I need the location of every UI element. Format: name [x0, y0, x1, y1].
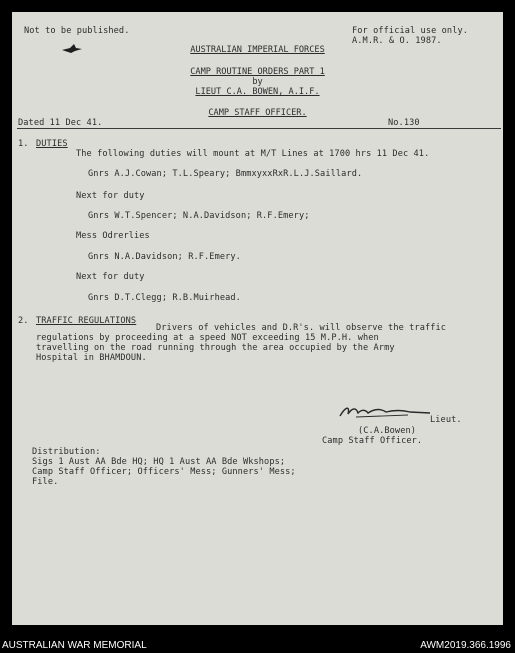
handwritten-signature: [338, 404, 434, 420]
mess-orderlies-label: Mess Odrerlies: [76, 231, 150, 241]
distribution-line-2: Camp Staff Officer; Officers' Mess; Gunners' Mess;: [32, 467, 296, 477]
signatory-name: (C.A.Bowen): [358, 426, 417, 436]
duty-list-4: Gnrs D.T.Clegg; R.B.Muirhead.: [88, 293, 241, 303]
footer-accession-number: AWM2019.366.1996: [420, 640, 511, 651]
document-page: [12, 12, 503, 625]
heading-routine-orders: CAMP ROUTINE ORDERS PART 1: [190, 67, 325, 77]
section-2-number: 2.: [18, 316, 29, 326]
section-1-title: DUTIES: [36, 139, 68, 149]
reference-number: A.M.R. & O. 1987.: [352, 36, 442, 46]
section-2-title: TRAFFIC REGULATIONS: [36, 316, 137, 326]
section-2-line-1: Drivers of vehicles and D.R's. will observe the traffic: [156, 323, 447, 333]
footer-institution: AUSTRALIAN WAR MEMORIAL: [2, 640, 147, 651]
duty-list-1: Gnrs A.J.Cowan; T.L.Speary; BmmxyxxRxR.L.J.Saillard.: [88, 169, 363, 179]
official-use-note: For official use only.: [352, 26, 469, 36]
order-number: No.130: [388, 118, 420, 128]
next-for-duty-2: Next for duty: [76, 272, 145, 282]
section-2-line-2: regulations by proceeding at a speed NOT exceeding 15 M.P.H. when: [36, 333, 379, 343]
signatory-title: Camp Staff Officer.: [322, 436, 423, 446]
heading-officer-name: LIEUT C.A. BOWEN, A.I.F.: [195, 87, 320, 97]
duty-list-3: Gnrs N.A.Davidson; R.F.Emery.: [88, 252, 241, 262]
section-1-intro: The following duties will mount at M/T Lines at 1700 hrs 11 Dec 41.: [76, 149, 430, 159]
date-line: Dated 11 Dec 41.: [18, 118, 103, 128]
not-published-note: Not to be published.: [24, 26, 130, 36]
heading-forces: AUSTRALIAN IMPERIAL FORCES: [190, 45, 325, 55]
distribution-line-1: Sigs 1 Aust AA Bde HQ; HQ 1 Aust AA Bde Wkshops;: [32, 457, 286, 467]
signature-rank: Lieut.: [430, 415, 462, 425]
section-1-number: 1.: [18, 139, 29, 149]
next-for-duty-1: Next for duty: [76, 191, 145, 201]
heading-by: by: [252, 77, 263, 87]
distribution-line-3: File.: [32, 477, 59, 487]
distribution-heading: Distribution:: [32, 447, 101, 457]
duty-list-2: Gnrs W.T.Spencer; N.A.Davidson; R.F.Emery;: [88, 211, 310, 221]
heading-officer-title: CAMP STAFF OFFICER.: [208, 108, 307, 118]
header-divider: [17, 128, 501, 129]
section-2-line-3: travelling on the road running through the area occupied by the Army: [36, 343, 395, 353]
section-2-line-4: Hospital in BHAMDOUN.: [36, 353, 147, 363]
